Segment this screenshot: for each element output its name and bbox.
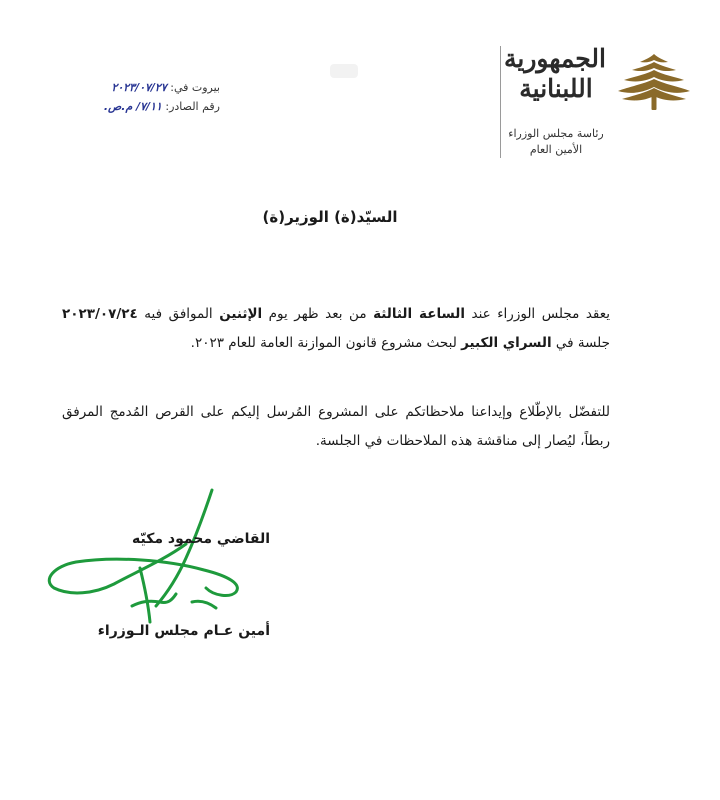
p1-text-g: جلسة في [551, 335, 610, 351]
salutation: السيّد(ة) الوزير(ة) [262, 208, 398, 226]
seal-divider [500, 46, 501, 158]
signature-scribble [36, 484, 276, 634]
seal-subtitle-line1: رئاسة مجلس الوزراء [508, 127, 604, 140]
date-row [60, 78, 220, 97]
reference-value: ٧/١١/ م.ص. [103, 100, 162, 113]
seal-title-line1: الجمهورية [503, 44, 606, 73]
p1-date: ٢٠٢٣/٠٧/٢٤ [62, 306, 138, 322]
date-value: ٢٠٢٣/٠٧/٢٧ [111, 81, 167, 94]
p1-time: الساعة الثالثة [373, 306, 465, 322]
paragraph-request: للتفضّل بالإطّلاع وإيداعنا ملاحظاتكم على المشروع المُرسل إليكم على القرص المُدمج المرفق ربطاً، ليُصار إلى مناقشة هذه الملاحظات في الجلسة. [62, 404, 610, 449]
reference-label: رقم الصادر: [165, 100, 220, 113]
seal-title-line2: اللبنانية [519, 74, 593, 103]
p1-text-e: الموافق فيه [137, 306, 220, 322]
faint-stamp-mark [330, 64, 358, 78]
p1-venue: السراي الكبير [461, 335, 552, 351]
p1-text-a: يعقد مجلس الوزراء عند [464, 306, 611, 322]
p1-text-i: لبحث مشروع قانون الموازنة العامة للعام ٢٠٢٣. [190, 335, 462, 351]
letter-meta [60, 78, 220, 116]
cedar-icon [614, 50, 694, 112]
reference-row [60, 97, 220, 116]
seal-subtitle [506, 126, 606, 158]
p1-day: الإثنين [219, 306, 263, 322]
signatory-name: القاضي محمود مكيّه [132, 531, 270, 547]
paragraph-meeting [62, 300, 610, 358]
seal-subtitle-line2: الأمين العام [529, 143, 583, 156]
signatory-title: أمين عـام مجلس الـوزراء [97, 623, 270, 639]
p1-text-c: من بعد ظهر يوم [262, 306, 374, 322]
seal-title [503, 44, 606, 104]
date-label: بيروت في: [170, 81, 220, 94]
